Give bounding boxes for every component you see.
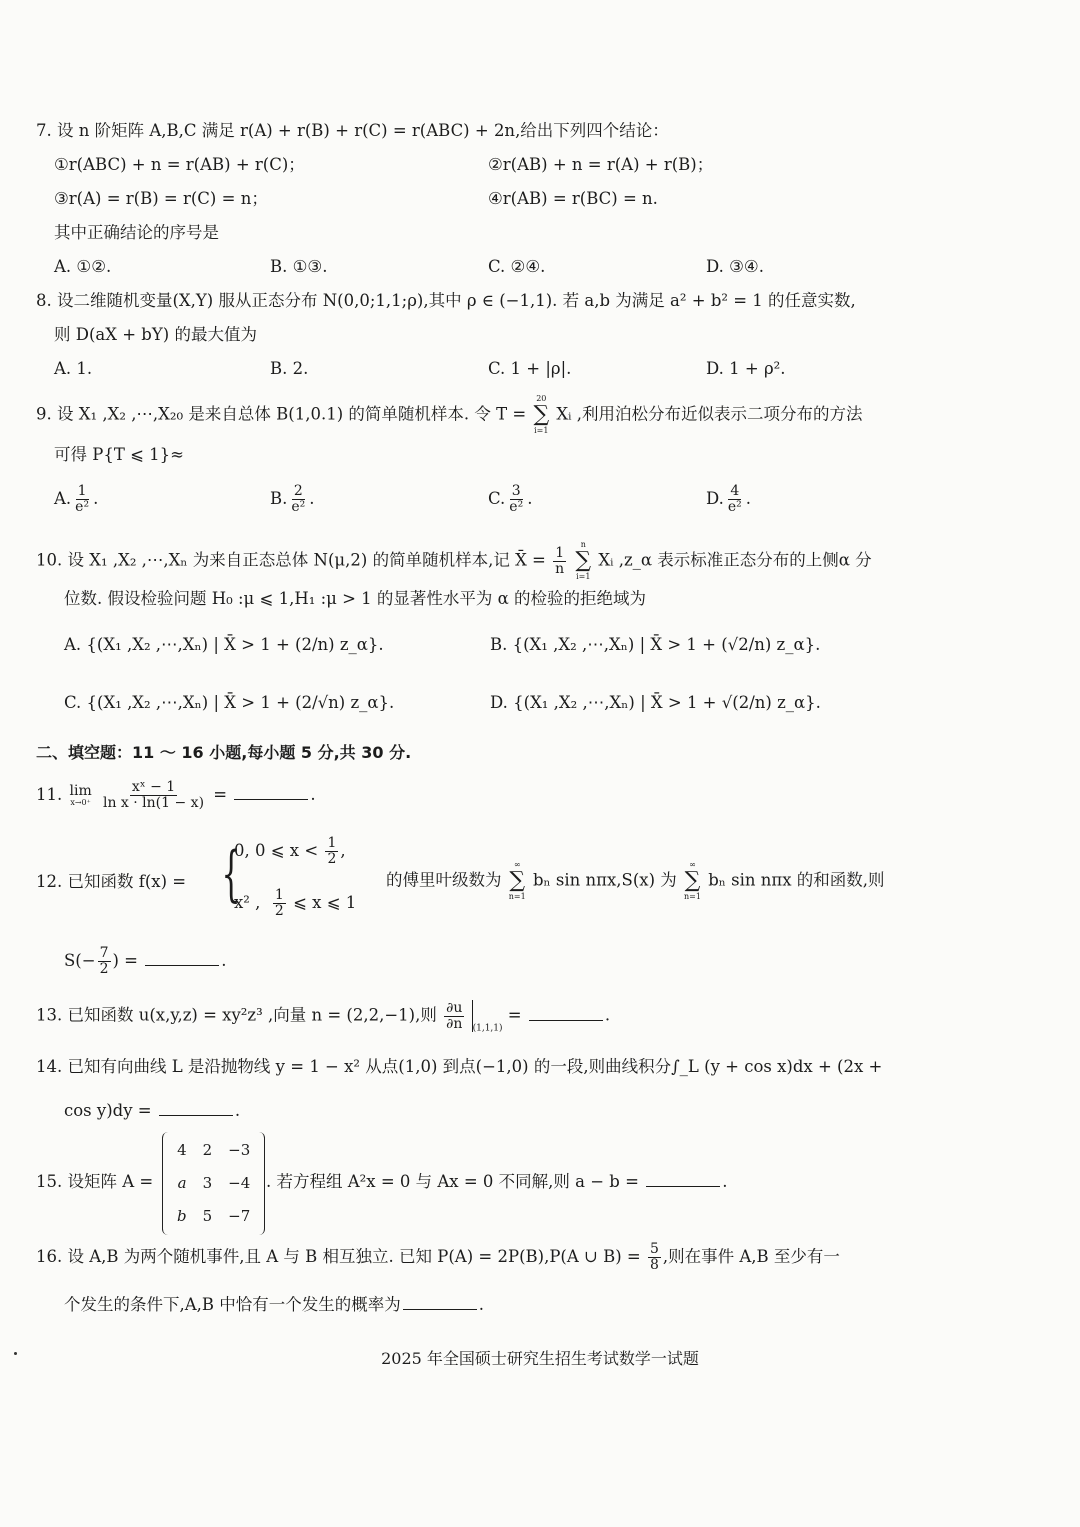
- q12-mid-b: bₙ sin nπx 的和函数,则: [708, 870, 885, 890]
- q9-option-c: C. $\frac{3}{\text{e²}}$ .: [488, 483, 533, 515]
- q10-frac-num: 1: [555, 544, 565, 561]
- q15-matrix: [162, 1132, 265, 1235]
- q12-label: 12. 已知函数 f(x) =: [36, 872, 187, 891]
- q10-stem-2: 位数. 假设检验问题 H₀ :μ ⩽ 1,H₁ :μ > 1 的显著性水平为 α 的检验的拒绝域为: [64, 589, 647, 608]
- matrix-row: [169, 1200, 258, 1233]
- q9-stem: [36, 394, 862, 436]
- q9-stem-b: Xᵢ ,利用泊松分布近似表示二项分布的方法: [556, 404, 863, 424]
- q10-option-a: A. {(X₁ ,X₂ ,⋯,Xₙ) | X̄ > 1 + (2/n) z_α}.: [64, 635, 384, 654]
- q14-answer-blank[interactable]: [159, 1114, 233, 1116]
- q10-stem-a: 10. 设 X₁ ,X₂ ,⋯,Xₙ 为来自正态总体 N(μ,2) 的简单随机样本,记 X̄ =: [36, 550, 546, 570]
- q9-option-b: B. $\frac{2}{\text{e²}}$ .: [270, 483, 315, 515]
- q13-answer-blank[interactable]: [529, 1019, 603, 1021]
- q10-option-b: B. {(X₁ ,X₂ ,⋯,Xₙ) | X̄ > 1 + (√2/n) z_α}.: [490, 635, 821, 654]
- q9-option-c-label: C.: [488, 489, 506, 508]
- q12-piece-2: [234, 888, 356, 919]
- q14-stem2-text: cos y)dy =: [64, 1101, 152, 1120]
- q15-tail: . 若方程组 A²x = 0 与 Ax = 0 不同解,则 a − b = .: [266, 1172, 728, 1191]
- q10-sum-top: n: [580, 540, 586, 549]
- q12-s-suffix: ) =: [112, 951, 139, 970]
- q11: 11. lim x→0⁺ $\frac{\text{xˣ − 1}}{\text{ln x · ln(1 − x)}}$ = .: [36, 779, 316, 811]
- q13-dnum: ∂u: [446, 999, 463, 1016]
- matrix-cell: a: [177, 1174, 187, 1192]
- q7-option-c: C. ②④.: [488, 257, 546, 276]
- q9-option-d-den: e²: [727, 499, 742, 515]
- q14-stem: 14. 已知有向曲线 L 是沿抛物线 y = 1 − x² 从点(1,0) 到点(−1,0) 的一段,则曲线积分∫_L (y + cos x)dx + (2x +: [36, 1057, 883, 1076]
- q8-option-d: D. 1 + ρ².: [706, 359, 786, 378]
- q10-option-d: D. {(X₁ ,X₂ ,⋯,Xₙ) | X̄ > 1 + √(2/n) z_α}.: [490, 693, 821, 712]
- q16-stem2-text: 个发生的条件下,A,B 中恰有一个发生的概率为: [64, 1295, 401, 1314]
- q13-eq: =: [507, 1005, 522, 1025]
- q12-sum1-top: ∞: [513, 860, 521, 869]
- q12-s-prefix: S(−: [64, 951, 96, 970]
- q12-piece2-num: 1: [274, 887, 284, 903]
- q12-s-value: S(− $\frac{7}{2}$ ) = .: [64, 945, 227, 977]
- q9-stem-a: 9. 设 X₁ ,X₂ ,⋯,X₂₀ 是来自总体 B(1,0.1) 的简单随机样本. 令 T =: [36, 404, 527, 424]
- q10-frac: [553, 546, 566, 577]
- q12-sum2-bottom: n=1: [684, 892, 701, 901]
- q7-conclusion-4: ④r(AB) = r(BC) = n.: [488, 189, 658, 208]
- q16-frac-num: 5: [649, 1241, 659, 1257]
- q15-label: 15. 设矩阵 A =: [36, 1172, 154, 1191]
- q9-option-b-label: B.: [270, 489, 288, 508]
- q16-stem: [36, 1242, 840, 1273]
- matrix-cell: 5: [202, 1207, 213, 1225]
- q9-option-d-num: 4: [730, 483, 740, 499]
- q8-option-a: A. 1.: [54, 359, 93, 378]
- q12-mid-a: 的傅里叶级数为: [386, 870, 502, 890]
- q16-answer-blank[interactable]: [403, 1308, 477, 1310]
- q11-lim-sub: x→0⁺: [70, 797, 91, 807]
- q7-conclusion-2: ②r(AB) + n = r(A) + r(B)；: [488, 155, 714, 174]
- q9-option-d-label: D.: [706, 489, 724, 508]
- q11-den: ln x · ln(1 − x): [102, 795, 205, 811]
- q9-option-b-den: e²: [291, 499, 306, 515]
- q7-option-b: B. ①③.: [270, 257, 328, 276]
- q15-answer-blank[interactable]: [646, 1185, 720, 1187]
- q9-option-a: A. $\frac{1}{\text{e²}}$ .: [54, 483, 99, 515]
- q12-s-den: 2: [99, 961, 109, 977]
- q11-num: xˣ − 1: [131, 779, 176, 795]
- q7-ask: 其中正确结论的序号是: [54, 223, 219, 242]
- q7-option-a: A. ①②.: [54, 257, 112, 276]
- q9-option-a-label: A.: [54, 489, 72, 508]
- matrix-row: [169, 1167, 258, 1200]
- matrix-cell: b: [177, 1207, 187, 1225]
- q12-piece2-text: x² ,: [234, 893, 261, 912]
- section-heading: 二、填空题：11 ～ 16 小题,每小题 5 分,共 30 分.: [36, 743, 412, 762]
- q10-frac-den: n: [555, 560, 565, 577]
- q12-brace: {: [221, 839, 241, 909]
- matrix-cell: −3: [228, 1141, 251, 1159]
- q8-option-b: B. 2.: [270, 359, 309, 378]
- q7-option-d: D. ③④.: [706, 257, 764, 276]
- q13-at: (1,1,1): [472, 1023, 503, 1034]
- matrix-cell: −7: [228, 1207, 251, 1225]
- q12-series: 的傅里叶级数为 ∞ ∑ n=1 bₙ sin nπx,S(x) 为 ∞ ∑ n=1 bₙ sin nπx 的和函数,则: [386, 860, 885, 901]
- q10-stem-b: Xᵢ ,z_α 表示标准正态分布的上侧α 分: [598, 550, 872, 570]
- q12-answer-blank[interactable]: [145, 964, 219, 966]
- q11-frac: [101, 780, 206, 811]
- q14-stem-2: cos y)dy = .: [64, 1101, 241, 1120]
- q9-option-c-num: 3: [511, 483, 521, 499]
- q15-tail-text: . 若方程组 A²x = 0 与 Ax = 0 不同解,则 a − b =: [266, 1172, 639, 1191]
- matrix-cell: 4: [177, 1141, 187, 1159]
- q13: 13. 已知函数 u(x,y,z) = xy²z³ ,向量 n = (2,2,−1),则 $\frac{\partial u}{\partial n}$ $_{(1,1,1)}$ = .: [36, 999, 611, 1034]
- q16-stem-a: 16. 设 A,B 为两个随机事件,且 A 与 B 相互独立. 已知 P(A) = 2P(B),P(A ∪ B) =: [36, 1247, 641, 1266]
- q7-conclusion-1: ①r(ABC) + n = r(AB) + r(C)；: [54, 155, 305, 174]
- q9-option-b-num: 2: [293, 483, 303, 499]
- q9-option-a-num: 1: [77, 483, 87, 499]
- q11-limit: [70, 784, 92, 808]
- q12-piece2-den: 2: [274, 903, 284, 919]
- q10-sum-bottom: i=1: [576, 572, 591, 581]
- q12-piece-1: 0, 0 ⩽ x < $\frac{1}{2}$ ,: [234, 835, 346, 867]
- matrix-cell: 3: [202, 1174, 213, 1192]
- q7-stem: 7. 设 n 阶矩阵 A,B,C 满足 r(A) + r(B) + r(C) = r(ABC) + 2n,给出下列四个结论：: [36, 121, 669, 140]
- q9-sum-top: 20: [536, 394, 547, 403]
- q16-stem-b: ,则在事件 A,B 至少有一: [662, 1247, 840, 1266]
- q7-conclusion-3: ③r(A) = r(B) = r(C) = n；: [54, 189, 268, 208]
- q9-stem-2: 可得 P{T ⩽ 1}≈: [54, 445, 184, 464]
- q12-sum1-bottom: n=1: [508, 892, 526, 901]
- q9-option-c-den: e²: [509, 499, 524, 515]
- q10-stem: [36, 540, 872, 582]
- q12-piece2-range: ⩽ x ⩽ 1: [293, 893, 357, 912]
- q12-s-num: 7: [99, 945, 109, 961]
- q9-option-a-den: e²: [75, 499, 90, 515]
- q13-dden: ∂n: [446, 1015, 463, 1032]
- q8-stem-2: 则 D(aX + bY) 的最大值为: [54, 325, 257, 344]
- q9-sum: 20 ∑ i=1: [533, 394, 550, 435]
- q8-option-c: C. 1 + |ρ|.: [488, 359, 572, 378]
- q12-term: bₙ sin nπx,S(x) 为: [532, 870, 677, 890]
- q9-option-d: D. $\frac{4}{\text{e²}}$ .: [706, 483, 752, 515]
- q9-sum-bottom: i=1: [534, 426, 549, 435]
- matrix-row: [169, 1134, 258, 1167]
- q12-piece1-den: 2: [327, 851, 337, 867]
- q13-stem: 13. 已知函数 u(x,y,z) = xy²z³ ,向量 n = (2,2,−1),则: [36, 1005, 437, 1025]
- matrix-cell: 2: [202, 1141, 213, 1159]
- q12-sum2-top: ∞: [689, 860, 696, 869]
- page-footer: 2025 年全国硕士研究生招生考试数学一试题: [381, 1349, 699, 1368]
- q16-stem-2: 个发生的条件下,A,B 中恰有一个发生的概率为 .: [64, 1295, 485, 1314]
- q16-frac-den: 8: [649, 1257, 659, 1273]
- q12-piece1-text: 0, 0 ⩽ x <: [234, 841, 319, 860]
- q10-sum: n ∑ i=1: [575, 540, 592, 581]
- q12-piece1-num: 1: [327, 835, 337, 851]
- q8-stem: 8. 设二维随机变量(X,Y) 服从正态分布 N(0,0;1,1;ρ),其中 ρ ∈ (−1,1). 若 a,b 为满足 a² + b² = 1 的任意实数,: [36, 291, 856, 310]
- q10-option-c: C. {(X₁ ,X₂ ,⋯,Xₙ) | X̄ > 1 + (2/√n) z_α}.: [64, 693, 395, 712]
- q11-label: 11.: [36, 785, 63, 804]
- matrix-cell: −4: [228, 1174, 251, 1192]
- q11-eq: =: [213, 785, 228, 804]
- q11-lim-text: lim: [69, 782, 92, 799]
- q11-answer-blank[interactable]: [234, 798, 308, 800]
